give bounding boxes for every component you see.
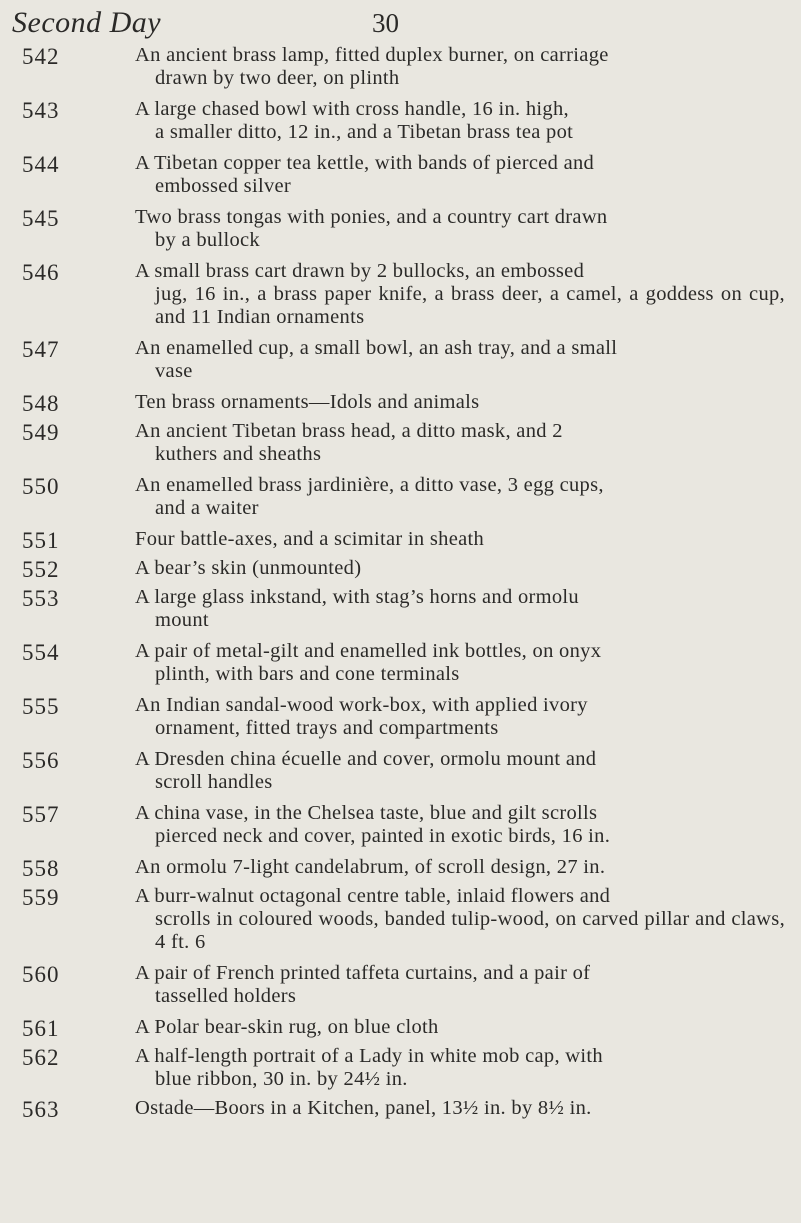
- lot-list: [0, 44, 801, 1120]
- page-header: [12, 6, 772, 46]
- lot-description-rest: drawn by two deer, on plinth: [155, 67, 400, 89]
- lot-item: [0, 748, 801, 794]
- lot-description-first: Two brass tongas with ponies, and a country cart drawn: [135, 206, 608, 228]
- lot-description: [135, 1097, 785, 1120]
- lot-description: [135, 557, 785, 580]
- section-title: Second Day: [12, 6, 162, 39]
- lot-number: 546: [22, 260, 60, 285]
- lot-description: [135, 694, 785, 740]
- lot-number: 544: [22, 152, 60, 177]
- lot-number: 555: [22, 694, 60, 719]
- lot-description-first: An ormolu 7-light candelabrum, of scroll design, 27 in.: [135, 856, 606, 878]
- lot-description-rest: mount: [155, 609, 209, 631]
- lot-number: 549: [22, 420, 60, 445]
- lot-item: [0, 1097, 801, 1120]
- lot-description-first: An ancient brass lamp, fitted duplex burner, on carriage: [135, 44, 609, 66]
- lot-description-rest: jug, 16 in., a brass paper knife, a brass deer, a camel, a goddess on cup, and 11 Indian ornaments: [155, 283, 785, 328]
- lot-description-first: A Tibetan copper tea kettle, with bands of pierced and: [135, 152, 595, 174]
- page-number: 30: [372, 8, 399, 38]
- lot-description: [135, 420, 785, 466]
- lot-number: 548: [22, 391, 60, 416]
- lot-item: [0, 337, 801, 383]
- lot-description-rest: embossed silver: [155, 175, 292, 197]
- lot-description: [135, 885, 785, 954]
- lot-number: 561: [22, 1016, 60, 1041]
- lot-item: [0, 44, 801, 90]
- lot-item: [0, 206, 801, 252]
- lot-item: [0, 98, 801, 144]
- lot-number: 554: [22, 640, 60, 665]
- lot-item: [0, 1045, 801, 1091]
- lot-description-first: A large chased bowl with cross handle, 16 in. high,: [135, 98, 569, 120]
- lot-description-first: A burr-walnut octagonal centre table, inlaid flowers and: [135, 885, 611, 907]
- lot-item: [0, 885, 801, 954]
- lot-description-rest: scrolls in coloured woods, banded tulip-wood, on carved pillar and claws, 4 ft. 6: [155, 908, 785, 953]
- lot-item: [0, 152, 801, 198]
- lot-number: 556: [22, 748, 60, 773]
- lot-description-first: Ten brass ornaments—Idols and animals: [135, 391, 480, 413]
- lot-number: 557: [22, 802, 60, 827]
- lot-description-rest: vase: [155, 360, 193, 382]
- lot-item: [0, 528, 801, 551]
- lot-item: [0, 391, 801, 414]
- lot-description-first: A pair of metal-gilt and enamelled ink bottles, on onyx: [135, 640, 602, 662]
- lot-item: [0, 420, 801, 466]
- lot-description-first: An Indian sandal-wood work-box, with applied ivory: [135, 694, 588, 716]
- lot-description: [135, 474, 785, 520]
- lot-description-first: An ancient Tibetan brass head, a ditto mask, and 2: [135, 420, 563, 442]
- lot-description-rest: by a bullock: [155, 229, 260, 251]
- lot-description-first: A Dresden china écuelle and cover, ormolu mount and: [135, 748, 597, 770]
- lot-item: [0, 856, 801, 879]
- lot-item: [0, 640, 801, 686]
- lot-description: [135, 260, 785, 329]
- lot-item: [0, 694, 801, 740]
- lot-description-first: A bear’s skin (unmounted): [135, 557, 362, 579]
- lot-number: 543: [22, 98, 60, 123]
- lot-number: 558: [22, 856, 60, 881]
- lot-description: [135, 1016, 785, 1039]
- lot-description-first: A Polar bear-skin rug, on blue cloth: [135, 1016, 439, 1038]
- lot-description-rest: and a waiter: [155, 497, 259, 519]
- lot-item: [0, 260, 801, 329]
- lot-item: [0, 474, 801, 520]
- lot-item: [0, 586, 801, 632]
- lot-number: 552: [22, 557, 60, 582]
- lot-number: 559: [22, 885, 60, 910]
- lot-description: [135, 528, 785, 551]
- lot-description: [135, 152, 785, 198]
- lot-description-rest: blue ribbon, 30 in. by 24½ in.: [155, 1068, 408, 1090]
- lot-description-rest: a smaller ditto, 12 in., and a Tibetan brass tea pot: [155, 121, 574, 143]
- lot-description-first: A china vase, in the Chelsea taste, blue and gilt scrolls: [135, 802, 598, 824]
- lot-description-first: An enamelled cup, a small bowl, an ash tray, and a small: [135, 337, 618, 359]
- lot-number: 551: [22, 528, 60, 553]
- lot-number: 562: [22, 1045, 60, 1070]
- lot-description: [135, 98, 785, 144]
- lot-item: [0, 1016, 801, 1039]
- lot-description-first: Ostade—Boors in a Kitchen, panel, 13½ in. by 8½ in.: [135, 1097, 592, 1119]
- lot-description: [135, 802, 785, 848]
- lot-number: 563: [22, 1097, 60, 1122]
- lot-description-rest: kuthers and sheaths: [155, 443, 322, 465]
- lot-description-first: A small brass cart drawn by 2 bullocks, an embossed: [135, 260, 585, 282]
- lot-description: [135, 1045, 785, 1091]
- lot-description-rest: tasselled holders: [155, 985, 297, 1007]
- lot-description-first: Four battle-axes, and a scimitar in sheath: [135, 528, 485, 550]
- lot-number: 545: [22, 206, 60, 231]
- lot-description-first: A large glass inkstand, with stag’s horns and ormolu: [135, 586, 579, 608]
- lot-number: 560: [22, 962, 60, 987]
- lot-item: [0, 557, 801, 580]
- lot-description-rest: scroll handles: [155, 771, 273, 793]
- lot-description-rest: ornament, fitted trays and compartments: [155, 717, 499, 739]
- lot-description-first: A pair of French printed taffeta curtains, and a pair of: [135, 962, 591, 984]
- lot-description: [135, 337, 785, 383]
- lot-item: [0, 802, 801, 848]
- lot-description: [135, 856, 785, 879]
- lot-description: [135, 586, 785, 632]
- lot-number: 542: [22, 44, 60, 69]
- lot-description: [135, 640, 785, 686]
- lot-description-rest: plinth, with bars and cone terminals: [155, 663, 460, 685]
- lot-description: [135, 391, 785, 414]
- lot-description: [135, 748, 785, 794]
- lot-number: 547: [22, 337, 60, 362]
- lot-item: [0, 962, 801, 1008]
- lot-description: [135, 44, 785, 90]
- lot-description-rest: pierced neck and cover, painted in exotic birds, 16 in.: [155, 825, 611, 847]
- lot-number: 550: [22, 474, 60, 499]
- lot-description-first: A half-length portrait of a Lady in white mob cap, with: [135, 1045, 603, 1067]
- lot-description: [135, 962, 785, 1008]
- lot-description: [135, 206, 785, 252]
- lot-description-first: An enamelled brass jardinière, a ditto vase, 3 egg cups,: [135, 474, 604, 496]
- lot-number: 553: [22, 586, 60, 611]
